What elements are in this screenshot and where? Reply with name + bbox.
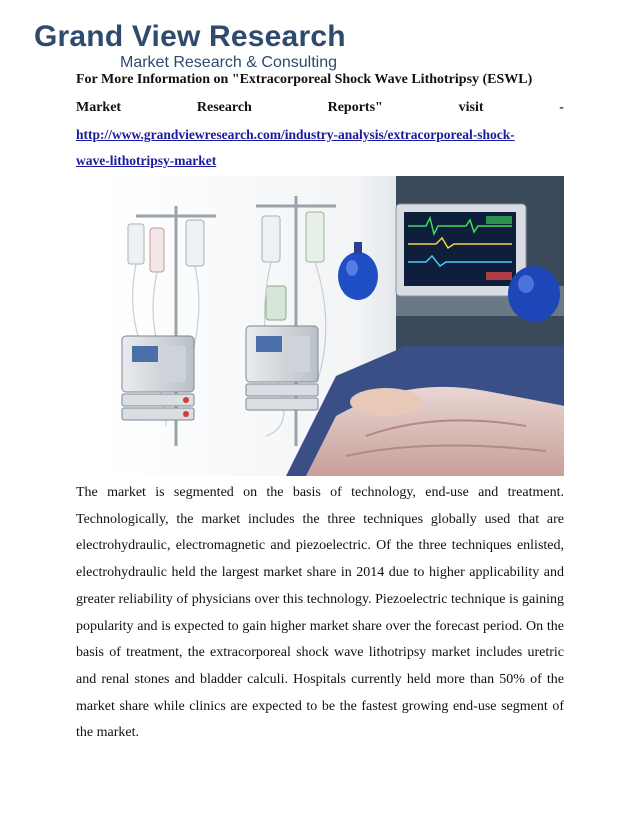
info-word: visit <box>458 100 484 115</box>
info-prefix: For More Information on <box>76 72 232 87</box>
info-heading-continued <box>76 96 564 120</box>
info-word: - <box>559 100 564 115</box>
report-link-line2: wave-lithotripsy-market <box>76 153 217 168</box>
logo-title: Grand View Research <box>34 20 346 53</box>
body-paragraph: The market is segmented on the basis of technology, end-use and treatment. Technologically, the market includes the three techniques globally used that are electrohydraulic, electromagnetic and piezoelectric. Of the three techniques enlisted, electrohydraulic held the largest market share in 2014 due to higher applicability and greater reliability of physicians over this technology. Piezoelectric technique is gaining popularity and is expected to gain higher market share over the forecast period. On the basis of treatment, the extracorporeal shock wave lithotripsy market includes uretric and renal stones and bladder calculi. Hospitals currently held more than 50% of the market share while clinics are expected to be the fastest growing end-use segment of the market. <box>76 485 564 741</box>
info-word: Market <box>76 100 122 115</box>
info-word: Research <box>196 100 252 115</box>
info-word: Reports" <box>327 100 383 115</box>
patient-monitor <box>396 204 526 296</box>
report-title: "Extracorporeal Shock Wave Lithotripsy (ESWL) <box>231 72 533 87</box>
info-heading <box>76 68 564 92</box>
brand-logo <box>34 20 346 72</box>
medical-equipment-photo <box>106 176 564 476</box>
logo-subtitle: Market Research & Consulting <box>120 54 337 71</box>
report-link[interactable] <box>76 122 564 174</box>
more-info-block <box>76 68 564 174</box>
report-link-line1: http://www.grandviewresearch.com/industry-analysis/extracorporeal-shock- <box>76 127 515 142</box>
blue-sphere <box>508 266 560 322</box>
